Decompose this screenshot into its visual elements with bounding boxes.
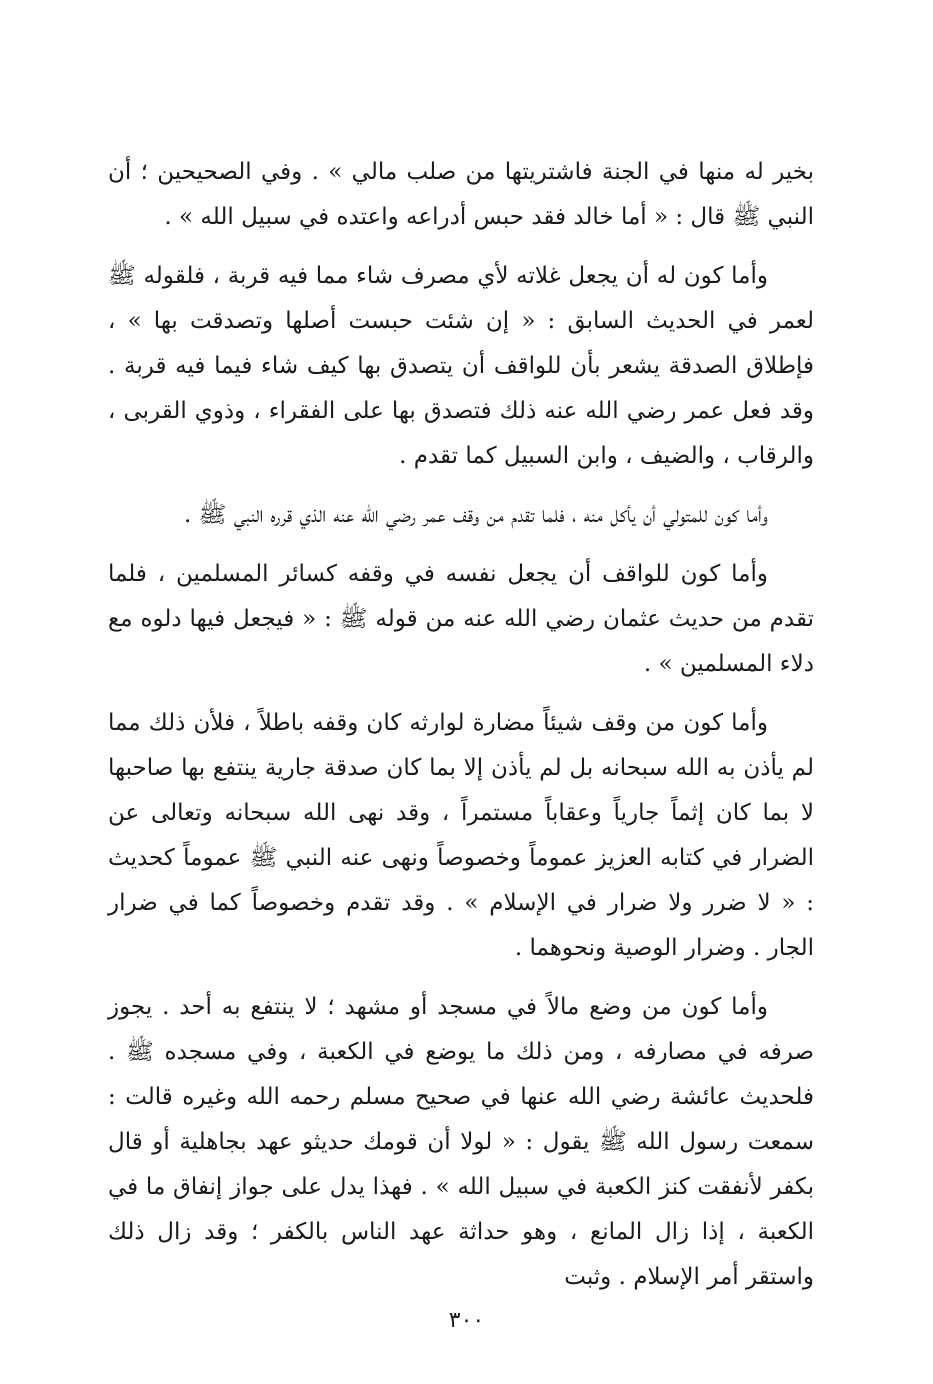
paragraph-1: بخير له منها في الجنة فاشتريتها من صلب مالي » . وفي الصحيحين ؛ أن النبي ﷺ قال : « أما خالد فقد حبس أدراعه واعتده في سبيل الله » .: [108, 159, 814, 230]
paragraph-3: وأما كون للمتولي أن يأكل منه ، فلما تقدم من وقف عمر رضي الله عنه الذي قرره النبي ﷺ .: [183, 502, 768, 528]
paragraph-5: وأما كون من وقف شيئاً مضارة لوارثه كان وقفه باطلاً ، فلأن ذلك مما لم يأذن به الله سبحانه بل لم يأذن إلا بما كان صدقة جارية ينتفع بها صاحبها لا بما كان إثماً جارياً وعقاباً مستمراً ، وقد نهى الله سبحانه وتعالى عن الضرار في كتابه العزيز عموماً وخصوصاً ونهى عنه النبي ﷺ عموماً كحديث : « لا ضرر ولا ضرار في الإسلام » . وقد تقدم وخصوصاً كما في ضرار الجار . وضرار الوصية ونحوهما .: [108, 710, 814, 961]
paragraph-6: وأما كون من وضع مالاً في مسجد أو مشهد ؛ لا ينتفع به أحد . يجوز صرفه في مصارفه ، ومن ذلك ما يوضع في الكعبة ، وفي مسجده ﷺ . فلحديث عائشة رضي الله عنها في صحيح مسلم رحمه الله وغيره قالت : سمعت رسول الله ﷺ يقول : « لولا أن قومك حديثو عهد بجاهلية أو قال بكفر لأنفقت كنز الكعبة في سبيل الله » . فهذا يدل على جواز إنفاق ما في الكعبة ، إذا زال المانع ، وهو حداثة عهد الناس بالكفر ؛ وقد زال ذلك واستقر أمر الإسلام . وثبت: [108, 994, 815, 1290]
page-number: ٣٠٠: [448, 1308, 485, 1333]
paragraph-4: وأما كون للواقف أن يجعل نفسه في وقفه كسائر المسلمين ، فلما تقدم من حديث عثمان رضي الله عنه من قوله ﷺ : « فيجعل فيها دلوه مع دلاء المسلمين » .: [108, 561, 814, 677]
paragraph-2: وأما كون له أن يجعل غلاته لأي مصرف شاء مما فيه قربة ، فلقوله ﷺ لعمر في الحديث السابق : « إن شئت حبست أصلها وتصدقت بها » ، فإطلاق الصدقة يشعر بأن للواقف أن يتصدق بها كيف شاء فيما فيه قربة . وقد فعل عمر رضي الله عنه ذلك فتصدق بها على الفقراء ، وذوي القربى ، والرقاب ، والضيف ، وابن السبيل كما تقدم .: [108, 263, 814, 469]
body-text: [108, 150, 814, 1314]
